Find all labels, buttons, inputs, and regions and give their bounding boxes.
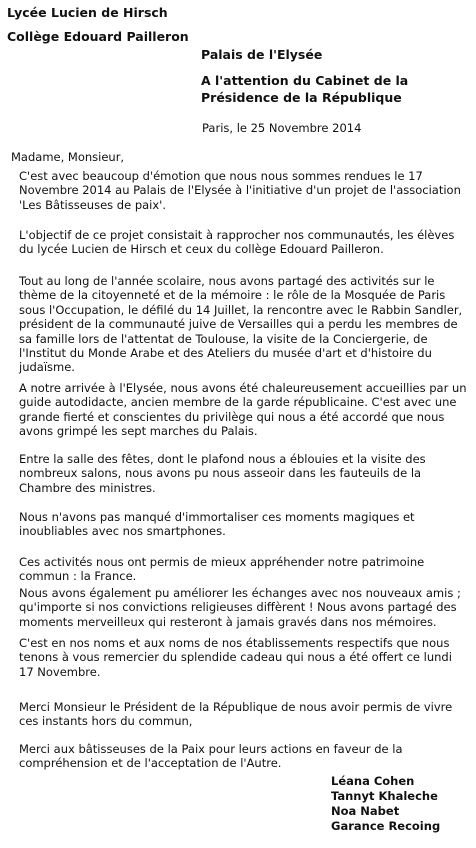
recipient-line-1: Palais de l'Elysée <box>201 47 323 62</box>
school-name-lycee: Lycée Lucien de Hirsch <box>7 5 168 20</box>
paragraph-11: Merci aux bâtisseuses de la Paix pour leurs actions en faveur de la compréhension et de l'acceptation de l'Autre. <box>19 742 403 771</box>
school-name-college: Collège Edouard Pailleron <box>7 29 189 44</box>
paragraph-4: A notre arrivée à l'Elysée, nous avons été chaleureusement accueillies par un guide autodidacte, ancien membre de la garde républicaine. C'est avec une grande fierté et conscientes du privilège qui nous a été accordé que nous avons grimpé les sept marches du Palais. <box>19 381 467 439</box>
signature-list <box>331 774 440 834</box>
letter-date: Paris, le 25 Novembre 2014 <box>202 121 362 135</box>
paragraph-3: Tout au long de l'année scolaire, nous avons partagé des activités sur le thème de la citoyenneté et de la mémoire : le rôle de la Mosquée de Paris sous l'Occupation, le défilé du 14 Juillet, la rencontre avec le Rabbin Sandler, président de la communauté juive de Versailles qui a perdu les membres de sa famille lors de l'attentat de Toulouse, la visite de la Conciergerie, de l'Institut du Monde Arabe et des Ateliers du musée d'art et d'histoire du judaïsme. <box>19 274 463 375</box>
paragraph-10: Merci Monsieur le Président de la République de nous avoir permis de vivre ces instants hors du commun, <box>19 700 453 729</box>
paragraph-7: Ces activités nous ont permis de mieux appréhender notre patrimoine commun : la France. <box>19 555 425 584</box>
recipient-block <box>201 46 408 106</box>
paragraph-9: C'est en nos noms et aux noms de nos établissements respectifs que nous tenons à vous remercier du splendide cadeau qui nous a été offert ce lundi 17 Novembre. <box>19 636 452 679</box>
signature-name: Léana Cohen <box>331 774 415 788</box>
paragraph-6: Nous n'avons pas manqué d'immortaliser ces moments magiques et inoubliables avec nos smartphones. <box>19 510 415 539</box>
salutation: Madame, Monsieur, <box>11 150 125 164</box>
signature-name: Tannyt Khaleche <box>331 789 438 803</box>
paragraph-1: C'est avec beaucoup d'émotion que nous nous sommes rendues le 17 Novembre 2014 au Palais de l'Elysée à l'initiative d'un projet de l'association 'Les Bâtisseuses de paix'. <box>19 169 461 212</box>
recipient-line-2: A l'attention du Cabinet de la <box>201 73 409 88</box>
paragraph-8: Nous avons également pu améliorer les échanges avec nos nouveaux amis ; qu'importe si nos convictions religieuses diffèrent ! Nous avons partagé des moments merveilleux qui resteront à jamais gravés dans nos mémoires. <box>19 586 461 629</box>
paragraph-5: Entre la salle des fêtes, dont le plafond nous a éblouies et la visite des nombreux salons, nous avons pu nous asseoir dans les fauteuils de la Chambre des ministres. <box>19 452 426 495</box>
signature-name: Noa Nabet <box>331 804 400 818</box>
paragraph-2: L'objectif de ce projet consistait à rapprocher nos communautés, les élèves du lycée Lucien de Hirsch et ceux du collège Edouard Pailleron. <box>19 228 455 257</box>
recipient-line-3: Présidence de la République <box>201 90 402 105</box>
signature-name: Garance Recoing <box>331 819 441 833</box>
